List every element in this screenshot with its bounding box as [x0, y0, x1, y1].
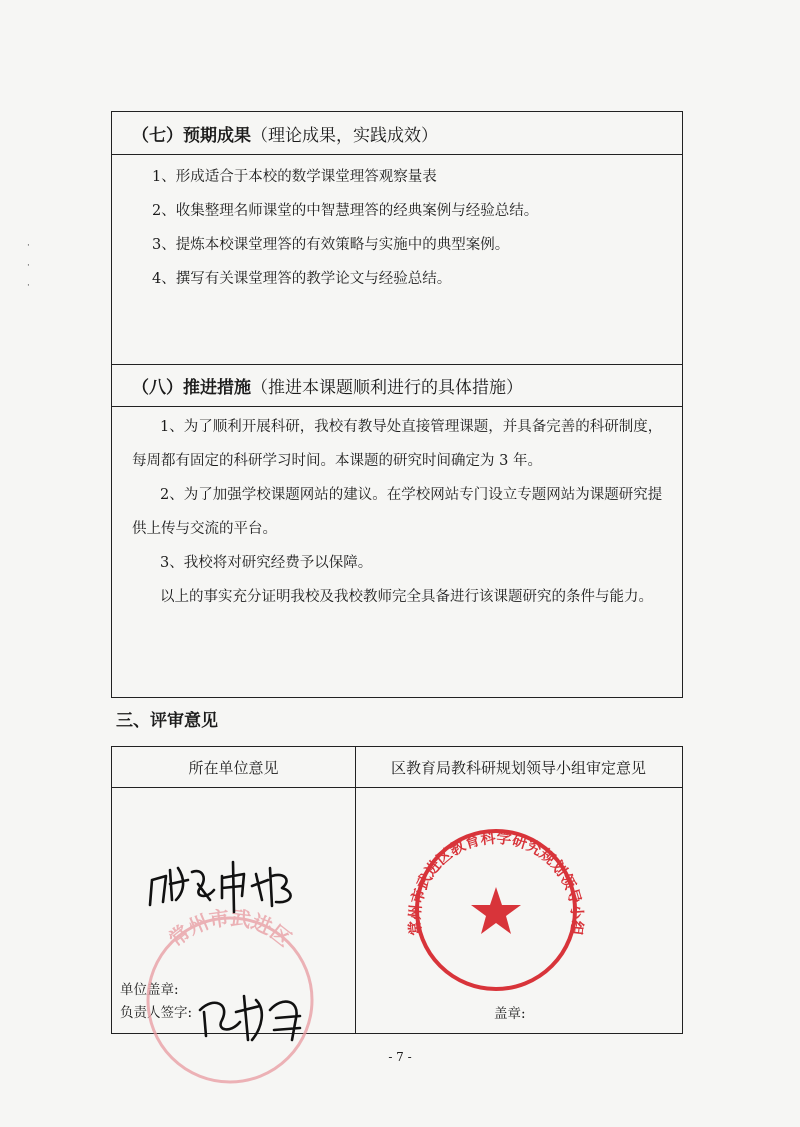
- bureau-seal: [406, 829, 587, 989]
- section7-item: 3、提炼本校课堂理答的有效策略与实施中的典型案例。: [152, 237, 510, 253]
- section8-title: （八）推进措施: [132, 378, 251, 398]
- unit-seal-label: 单位盖章:: [120, 982, 179, 998]
- handwritten-approval: [150, 862, 291, 912]
- page-number: - 7 -: [388, 1050, 412, 1064]
- section7-subtitle: （理论成果，实践成效）: [251, 125, 438, 146]
- svg-text:常州市武进区: [164, 906, 296, 952]
- section8-paragraph: 以上的事实充分证明我校及我校教师完全具备进行该课题研究的条件与能力。: [160, 589, 653, 605]
- review-heading: 三、评审意见: [116, 711, 218, 731]
- section7-title: （七）预期成果: [132, 125, 251, 146]
- scan-margin-marks: · · ·: [27, 241, 30, 291]
- section8-paragraph: 2、为了加强学校课题网站的建议。在学校网站专门设立专题网站为课题研究提供上传与交流的平台。: [132, 487, 663, 537]
- section7-item: 4、撰写有关课堂理答的教学论文与经验总结。: [152, 271, 452, 287]
- section8-subtitle: （推进本课题顺利进行的具体措施）: [251, 378, 523, 398]
- section8-paragraph: 3、我校将对研究经费予以保障。: [160, 555, 373, 571]
- stamp-label: 盖章:: [494, 1006, 526, 1022]
- signer-label: 负责人签字:: [120, 1005, 193, 1021]
- section7-item: 1、形成适合于本校的数学课堂理答观察量表: [152, 169, 437, 185]
- unit-seal-text: 常州市武进区: [163, 905, 297, 952]
- signature: [200, 996, 300, 1040]
- section7-item: 2、收集整理名师课堂的中智慧理答的经典案例与经验总结。: [152, 203, 539, 219]
- star-icon: [471, 887, 521, 934]
- section8-paragraph: 1、为了顺利开展科研，我校有教导处直接管理课题，并具备完善的科研制度，每周都有固定的科研学习时间。本课题的研究时间确定为 3 年。: [132, 419, 663, 469]
- bureau-seal-text: 常州市武进区教育科学研究规划领导小组: [405, 828, 587, 937]
- bureau-opinion-header: 区教育局教科研规划领导小组审定意见: [355, 747, 682, 788]
- unit-opinion-header: 所在单位意见: [112, 747, 355, 788]
